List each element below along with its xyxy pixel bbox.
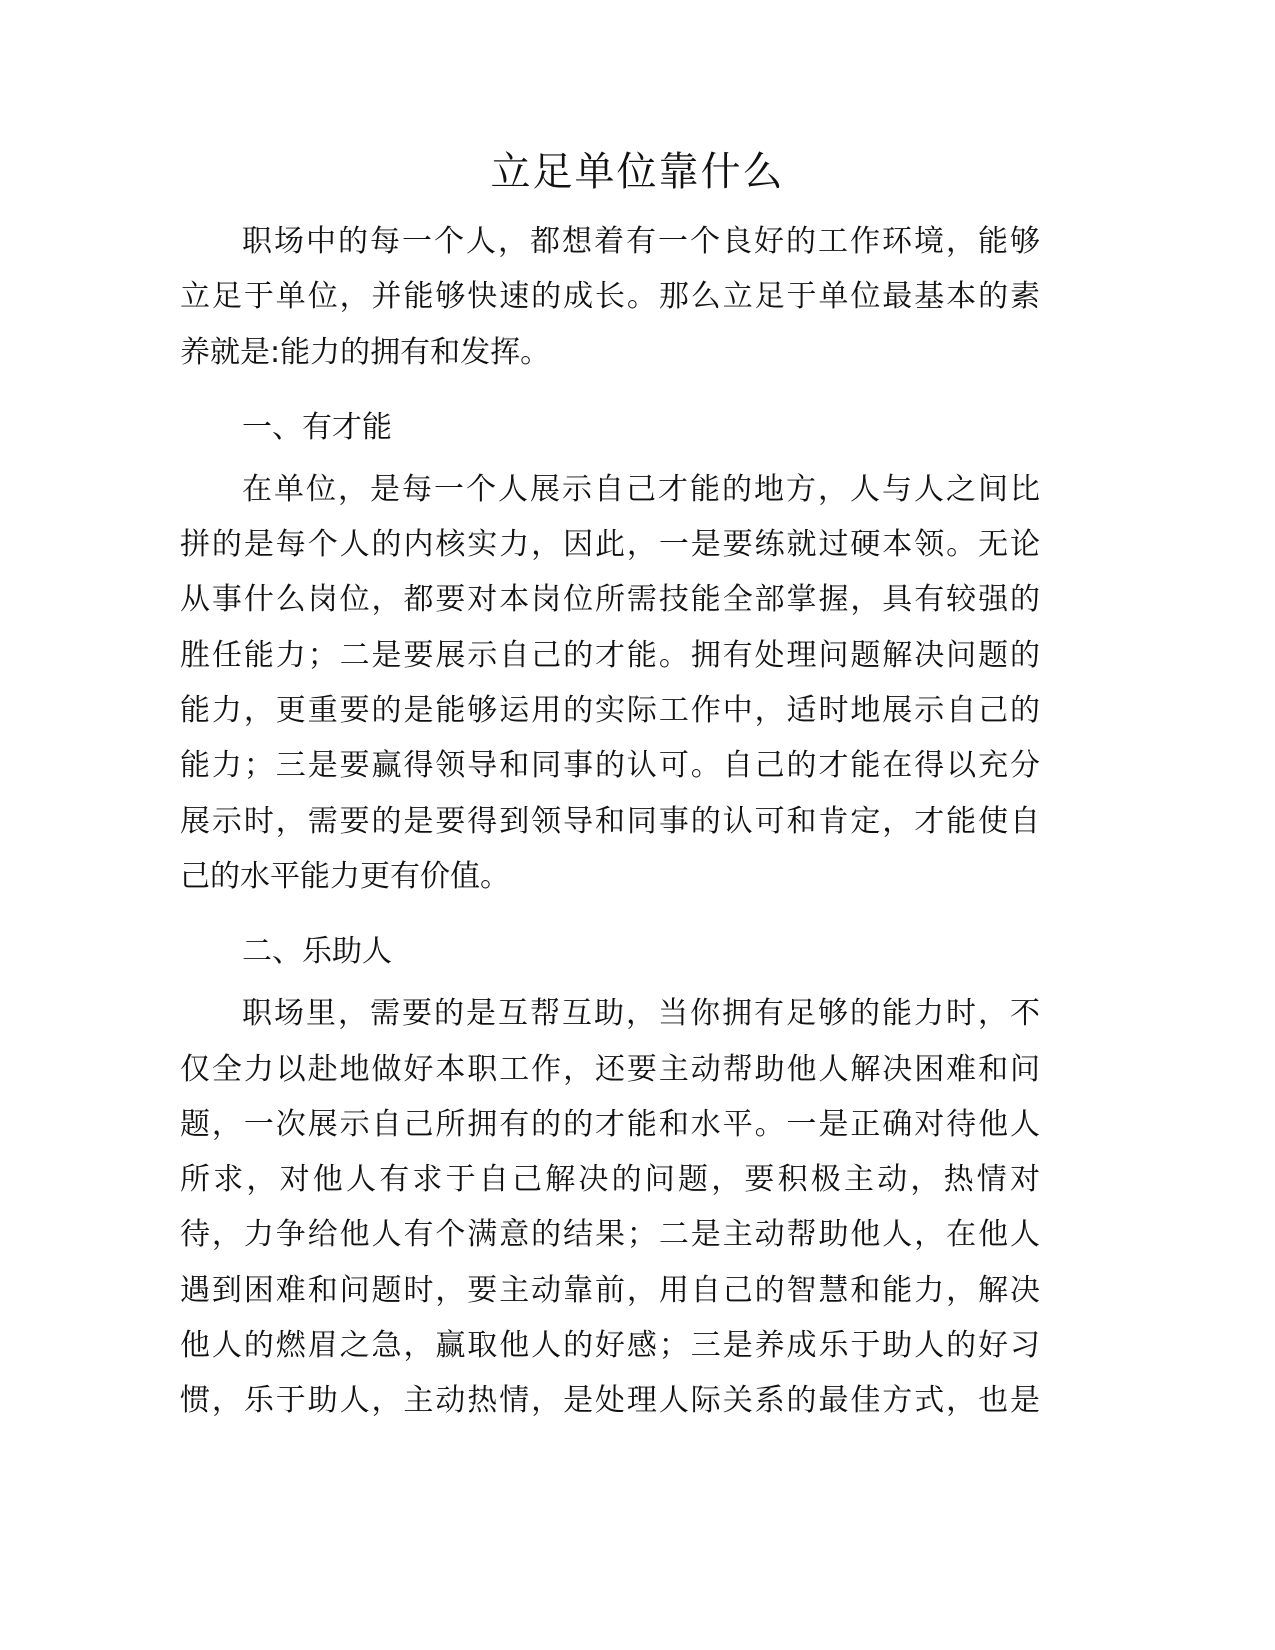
paragraph-line: 胜任能力；二是要展示自己的才能。拥有处理问题解决问题的 [180, 637, 1040, 673]
section1-paragraph [180, 462, 1040, 904]
paragraph-line: 能力，更重要的是能够运用的实际工作中，适时地展示自己的 [180, 693, 1040, 729]
paragraph-line: 拼的是每个人的内核实力，因此，一是要练就过硬本领。无论 [180, 527, 1040, 563]
section2-paragraph [180, 986, 1040, 1428]
paragraph-line: 从事什么岗位，都要对本岗位所需技能全部掌握，具有较强的 [180, 582, 1040, 618]
paragraph-line: 能力；三是要赢得领导和同事的认可。自己的才能在得以充分 [180, 748, 1040, 784]
paragraph-line: 仅全力以赴地做好本职工作，还要主动帮助他人解决困难和问 [180, 1051, 1040, 1087]
paragraph-line: 所求，对他人有求于自己解决的问题，要积极主动，热情对 [180, 1162, 1040, 1198]
paragraph-line: 养就是:能力的拥有和发挥。 [180, 334, 551, 370]
paragraph-line: 职场中的每一个人，都想着有一个良好的工作环境，能够 [242, 224, 1040, 259]
paragraph-line: 惯，乐于助人，主动热情，是处理人际关系的最佳方式，也是 [180, 1383, 1040, 1419]
section-heading: 一、有才能 [242, 409, 392, 445]
paragraph-line: 己的水平能力更有价值。 [180, 858, 510, 894]
paragraph-line: 展示时，需要的是要得到领导和同事的认可和肯定，才能使自 [180, 803, 1040, 839]
intro-paragraph [180, 214, 1040, 380]
document-title: 立足单位靠什么 [490, 149, 785, 195]
paragraph-line: 待，力争给他人有个满意的结果；二是主动帮助他人，在他人 [180, 1217, 1040, 1253]
paragraph-line: 立足于单位，并能够快速的成长。那么立足于单位最基本的素 [180, 279, 1040, 315]
paragraph-line: 在单位，是每一个人展示自己才能的地方，人与人之间比 [242, 471, 1040, 507]
section-heading: 二、乐助人 [242, 934, 392, 970]
paragraph-line: 他人的燃眉之急，赢取他人的好感；三是养成乐于助人的好习 [180, 1328, 1040, 1364]
paragraph-line: 题，一次展示自己所拥有的的才能和水平。一是正确对待他人 [180, 1106, 1040, 1142]
paragraph-line: 遇到困难和问题时，要主动靠前，用自己的智慧和能力，解决 [180, 1272, 1040, 1308]
document-body [180, 214, 1040, 1429]
paragraph-line: 职场里，需要的是互帮互助，当你拥有足够的能力时，不 [242, 996, 1040, 1032]
